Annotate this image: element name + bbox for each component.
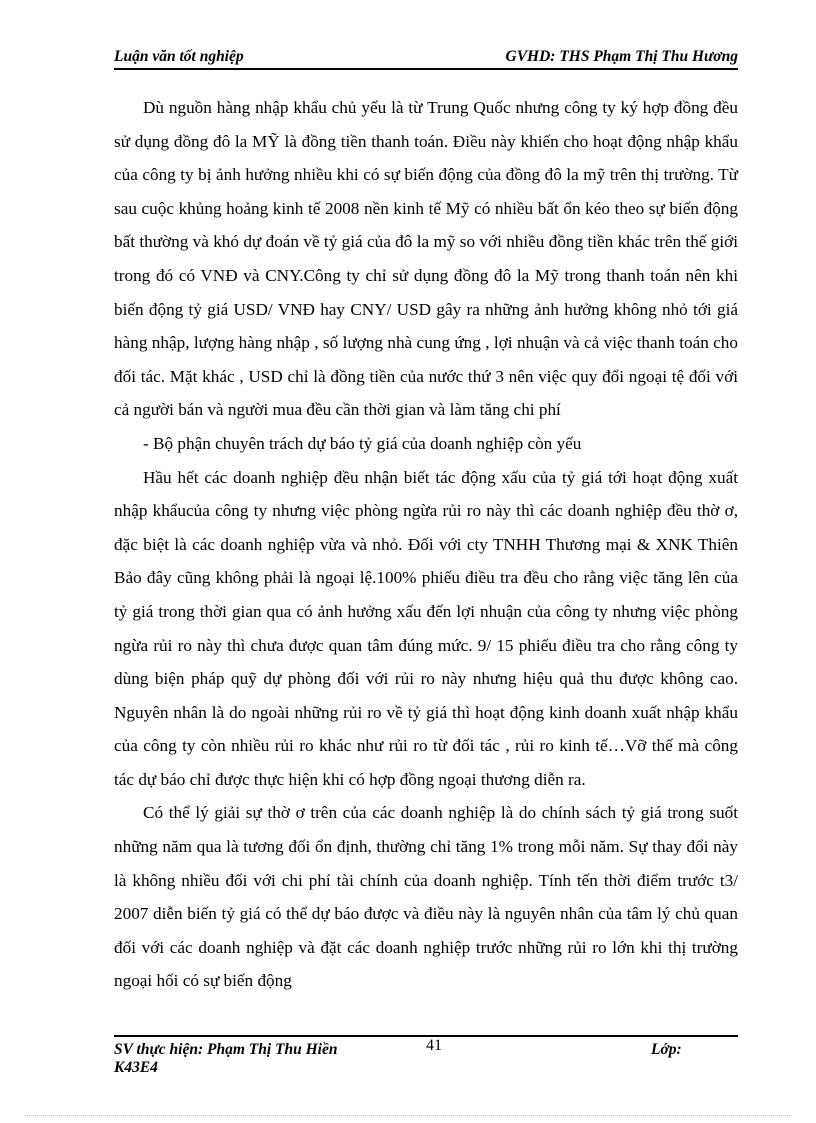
paragraph: Hầu hết các doanh nghiệp đều nhận biết tác động xấu của tỷ giá tới hoạt động xuất nhập khẩucủa công ty nhưng việc phòng ngừa rủi ro này thì các doanh nghiệp đều thờ ơ, đặc biệt là các doanh nghiệp vừa và nhỏ. Đối với cty TNHH Thương mại & XNK Thiên Bảo đây cũng không phải là ngoại lệ.100% phiếu điều tra đều cho rằng việc tăng lên của tỷ giá trong thời gian qua có ảnh hưởng xấu đến lợi nhuận của công ty nhưng việc phòng ngừa rủi ro này thì chưa được quan tâm đúng mức. 9/ 15 phiếu điều tra cho rằng công ty dùng biện pháp quỹ dự phòng đối với rủi ro này nhưng hiệu quả thu được không cao. Nguyên nhân là do ngoài những rủi ro về tỷ giá thì hoạt động kinh doanh xuất nhập khẩu của công ty còn nhiều rủi ro khác như rủi ro từ đối tác , rủi ro kinh tế…Vỡ thế mà công tác dự báo chỉ được thực hiện khi có hợp đồng ngoại thương diễn ra. <box>114 467 738 789</box>
page-edge <box>24 1115 792 1116</box>
student-name: SV thực hiện: Phạm Thị Thu Hiền <box>114 1041 338 1058</box>
page-header <box>114 48 738 70</box>
advisor-label: GVHD: THS Phạm Thị Thu Hương <box>505 48 738 65</box>
student-class-code: K43E4 <box>114 1059 158 1076</box>
page-number: 41 <box>426 1037 442 1054</box>
paragraph: Có thể lý giải sự thờ ơ trên của các doanh nghiệp là do chính sách tỷ giá trong suốt những năm qua là tương đối ổn định, thường chỉ tăng 1% trong mỗi năm. Sự thay đổi này là không nhiều đối với chi phí tài chính của doanh nghiệp. Tính tến thời điểm trước t3/ 2007 diễn biến tỷ giá có thể dự báo được và điều này là nguyên nhân của tâm lý chủ quan đối với các doanh nghiệp và đặt các doanh nghiệp trước những rủi ro lớn khi thị trường ngoại hối có sự biến động <box>114 803 738 991</box>
paragraph: Dù nguồn hàng nhập khẩu chủ yếu là từ Trung Quốc nhưng công ty ký hợp đồng đều sử dụng đồng đô la MỸ là đồng tiền thanh toán. Điều này khiến cho hoạt động nhập khẩu của công ty bị ảnh hưởng nhiều khi có sự biến động của đồng đô la mỹ trên thị trường. Từ sau cuộc khủng hoảng kinh tế 2008 nền kinh tế Mỹ có nhiều bất ổn kéo theo sự biến động bất thường và khó dự đoán về tỷ giá của đô la mỹ so với nhiều đồng tiền khác trên thế giới trong đó có VNĐ và CNY.Công ty chỉ sử dụng đồng đô la Mỹ trong thanh toán nên khi biến động tỷ giá USD/ VNĐ hay CNY/ USD gây ra những ảnh hưởng không nhỏ tới giá hàng nhập, lượng hàng nhập , số lượng nhà cung ứng , lợi nhuận và cả việc thanh toán cho đối tác. Mặt khác , USD chỉ là đồng tiền của nước thứ 3 nên việc quy đổi ngoại tệ đối với cả người bán và người mua đều cần thời gian và làm tăng chi phí <box>114 98 738 420</box>
bullet-paragraph: - Bộ phận chuyên trách dự báo tỷ giá của doanh nghiệp còn yếu <box>143 433 582 453</box>
class-label: Lớp: <box>651 1041 682 1058</box>
header-rule <box>114 68 738 70</box>
page-footer <box>114 1035 738 1075</box>
thesis-label: Luận văn tốt nghiệp <box>114 48 244 65</box>
document-body <box>114 91 738 998</box>
student-info <box>114 1041 337 1077</box>
